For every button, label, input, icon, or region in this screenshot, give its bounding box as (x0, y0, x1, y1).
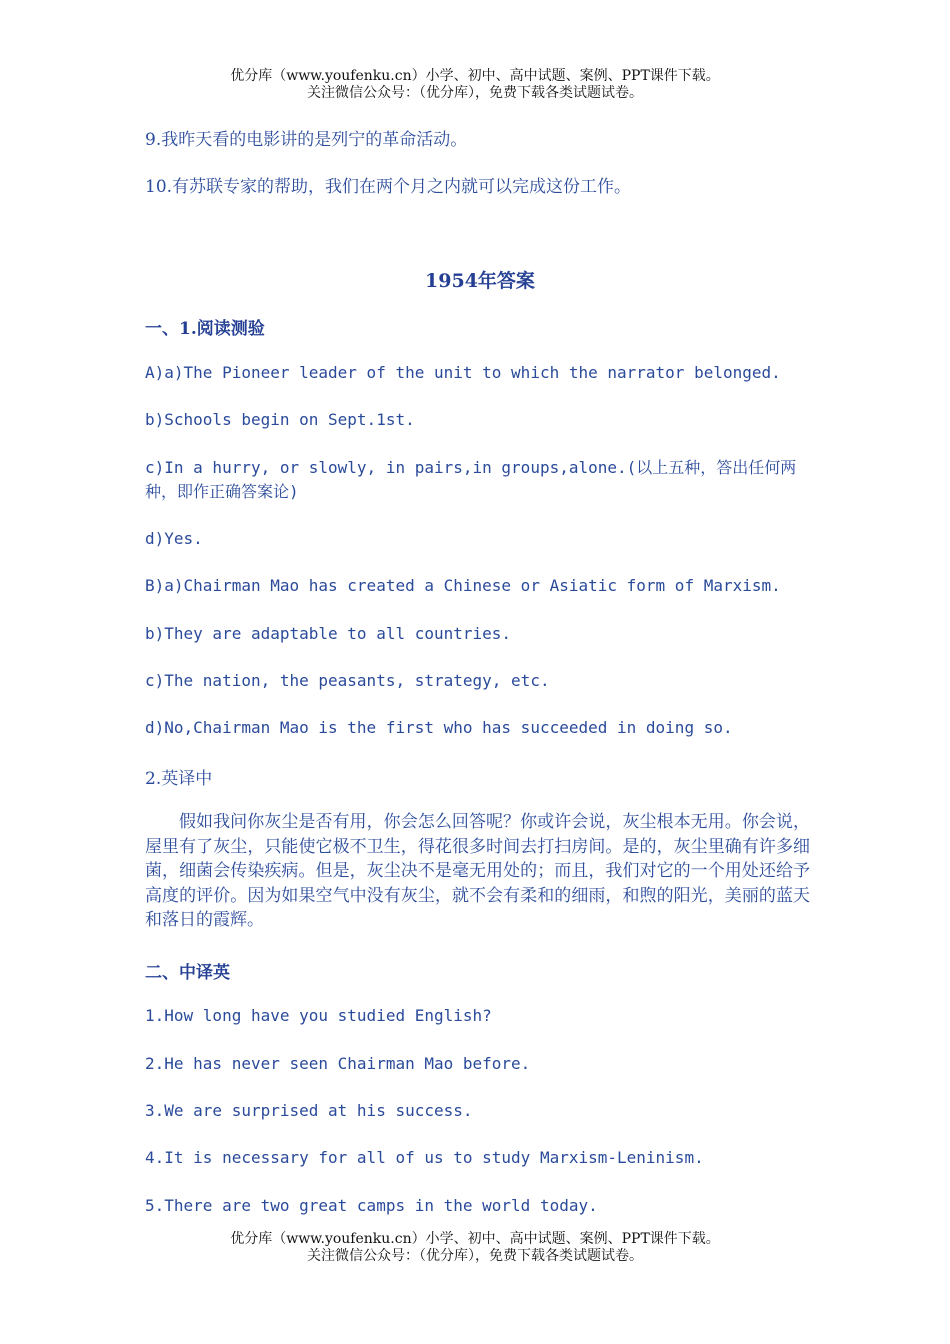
section2-item-4: 4.It is necessary for all of us to study Marxism-Leninism. (145, 1148, 704, 1167)
section2-item-2: 2.He has never seen Chairman Mao before. (145, 1054, 531, 1073)
section2-item-1: 1.How long have you studied English? (145, 1006, 492, 1025)
answer-B-b: b)They are adaptable to all countries. (145, 624, 512, 643)
sub2-heading: 2.英译中 (145, 769, 213, 789)
answer-A-c: c)In a hurry, or slowly, in pairs,in groups,alone.(以上五种，答出任何两种，即作正确答案论) (145, 458, 797, 501)
answer-B-d: d)No,Chairman Mao is the first who has succeeded in doing so. (145, 718, 733, 737)
answer-B-c: c)The nation, the peasants, strategy, etc. (145, 671, 550, 690)
header-line-1: 优分库（www.youfenku.cn）小学、初中、高中试题、案例、PPT课件下载。 (230, 68, 720, 84)
section2-heading: 二、中译英 (145, 963, 230, 983)
page-header (0, 68, 950, 102)
section2-item-3: 3.We are surprised at his success. (145, 1101, 473, 1120)
section1-heading: 一、1.阅读测验 (145, 319, 265, 339)
page-footer (0, 1231, 950, 1265)
answer-A-d: d)Yes. (145, 529, 203, 548)
answers-title: 1954年答案 (425, 270, 535, 292)
footer-line-1: 优分库（www.youfenku.cn）小学、初中、高中试题、案例、PPT课件下载。 (230, 1231, 720, 1247)
footer-line-2: 关注微信公众号：（优分库），免费下载各类试题试卷。 (307, 1248, 643, 1264)
prev-item-10: 10.有苏联专家的帮助，我们在两个月之内就可以完成这份工作。 (145, 177, 632, 197)
header-line-2: 关注微信公众号：（优分库），免费下载各类试题试卷。 (307, 85, 643, 101)
answer-A-a: A)a)The Pioneer leader of the unit to which the narrator belonged. (145, 363, 781, 382)
section2-item-5: 5.There are two great camps in the world today. (145, 1196, 598, 1215)
translation-paragraph: 假如我问你灰尘是否有用，你会怎么回答呢？你或许会说，灰尘根本无用。你会说，屋里有了灰尘，只能使它极不卫生，得花很多时间去打扫房间。是的，灰尘里确有许多细菌，细菌会传染疾病。但是，灰尘决不是毫无用处的；而且，我们对它的一个用处还给予高度的评价。因为如果空气中没有灰尘，就不会有柔和的细雨，和煦的阳光，美丽的蓝天和落日的霞辉。 (145, 812, 810, 930)
answer-A-b: b)Schools begin on Sept.1st. (145, 410, 415, 429)
answer-B-a: B)a)Chairman Mao has created a Chinese or Asiatic form of Marxism. (145, 576, 781, 595)
prev-item-9: 9.我昨天看的电影讲的是列宁的革命活动。 (145, 130, 468, 150)
